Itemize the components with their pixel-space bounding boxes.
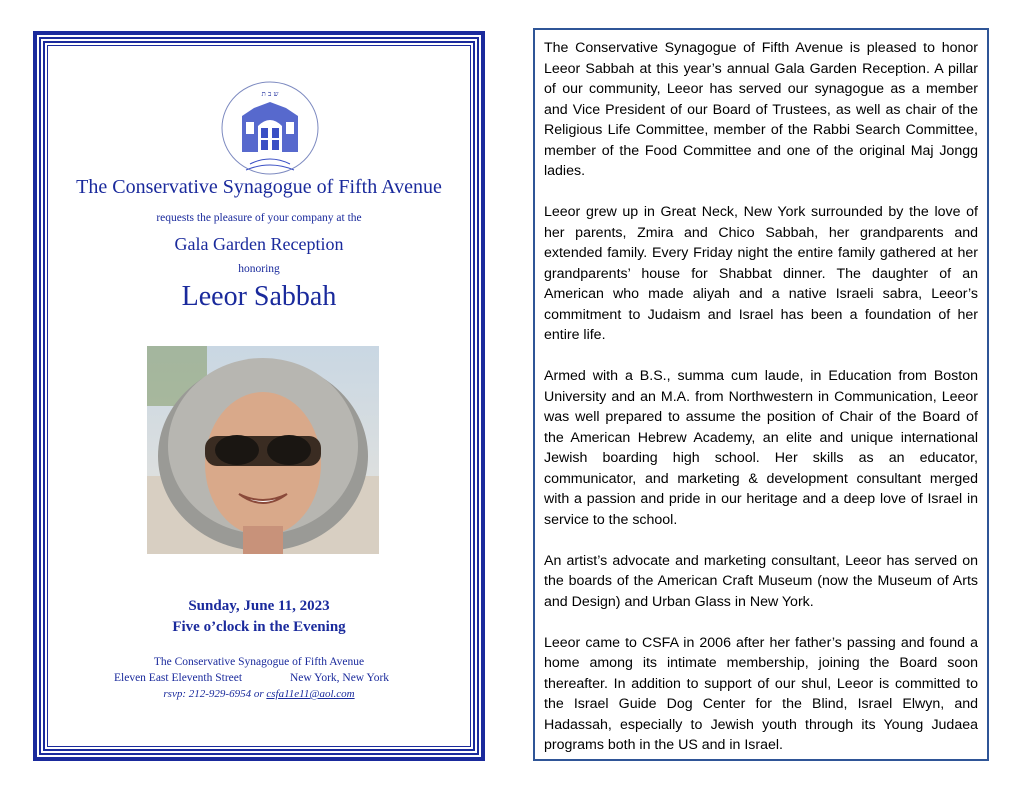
invitation-address — [114, 672, 389, 684]
invitation-requests-text: requests the pleasure of your company at the — [156, 212, 362, 224]
address-street: Eleven East Eleventh Street — [114, 672, 243, 684]
bio-paragraph: The Conservative Synagogue of Fifth Avenue is pleased to honor Leeor Sabbah at this year’s annual Gala Garden Reception. A pillar of our community, Leeor has served our synagogue as a member and Vice President of our Board of Trustees, as well as chair of the Religious Life Committee, member of the Rabbi Search Committee, member of the Food Committee and one of the original Maj Jongg ladies. — [544, 40, 978, 179]
invitation-address-org: The Conservative Synagogue of Fifth Avenue — [153, 656, 365, 668]
invitation-honoring-text: honoring — [238, 263, 280, 275]
rsvp-email-link[interactable]: csfa11e11@aol.com — [266, 688, 355, 700]
rsvp-phone: rsvp: 212-929-6954 or — [163, 688, 267, 700]
invitation-event-name: Gala Garden Reception — [174, 234, 344, 254]
svg-text:ש ב ת: ש ב ת — [261, 90, 279, 98]
honoree-portrait-image — [147, 346, 379, 554]
bio-paragraph: Armed with a B.S., summa cum laude, in Education from Boston University and an M.A. from Northwestern in Communication, Leeor was well prepared to assume the position of Chair of the Board of the American Hebrew Academy, an elite and unique international Jewish boarding high school. Her skills as an educator, communicator, and marketing & development consultant merged with a passion and pride in our heritage and a deep love of Israel in service to the school. — [544, 368, 978, 528]
invitation-time: Five o’clock in the Evening — [172, 619, 346, 635]
invitation-rsvp — [48, 688, 470, 700]
invitation-honoree-name: Leeor Sabbah — [181, 281, 337, 312]
bio-paragraph: Leeor came to CSFA in 2006 after her father’s passing and found a home among its intimate membership, joining the Board soon thereafter. In addition to support of our shul, Leeor is committed to the Israel Guide Dog Center for the Blind, Israel Elwyn, and Hadassah, especially to Jewish youth through its Young Judaea programs both in the US and in Israel. — [544, 634, 978, 753]
bio-paragraph: An artist’s advocate and marketing consultant, Leeor has served on the boards of the American Craft Museum (now the Museum of Arts and Design) and Urban Glass in New York. — [544, 552, 978, 610]
invitation-card — [33, 31, 485, 761]
address-city: New York, New York — [290, 672, 390, 684]
invitation-inner-frame — [47, 45, 471, 747]
synagogue-logo-icon — [220, 78, 320, 178]
bio-paragraph: Leeor grew up in Great Neck, New York surrounded by the love of her parents, Zmira and Chico Sabbah, her grandparents and extended family. Every Friday night the entire family gathered at her grandparents’ house for Shabbat dinner. The daughter of an American who made aliyah and a native Israeli sabra, Leeor’s commitment to Judaism and Israel has been a foundation of her entire life. — [544, 204, 978, 343]
invitation-org-title: The Conservative Synagogue of Fifth Avenue — [76, 176, 442, 198]
invitation-date: Sunday, June 11, 2023 — [188, 598, 330, 614]
bio-panel — [533, 28, 989, 761]
